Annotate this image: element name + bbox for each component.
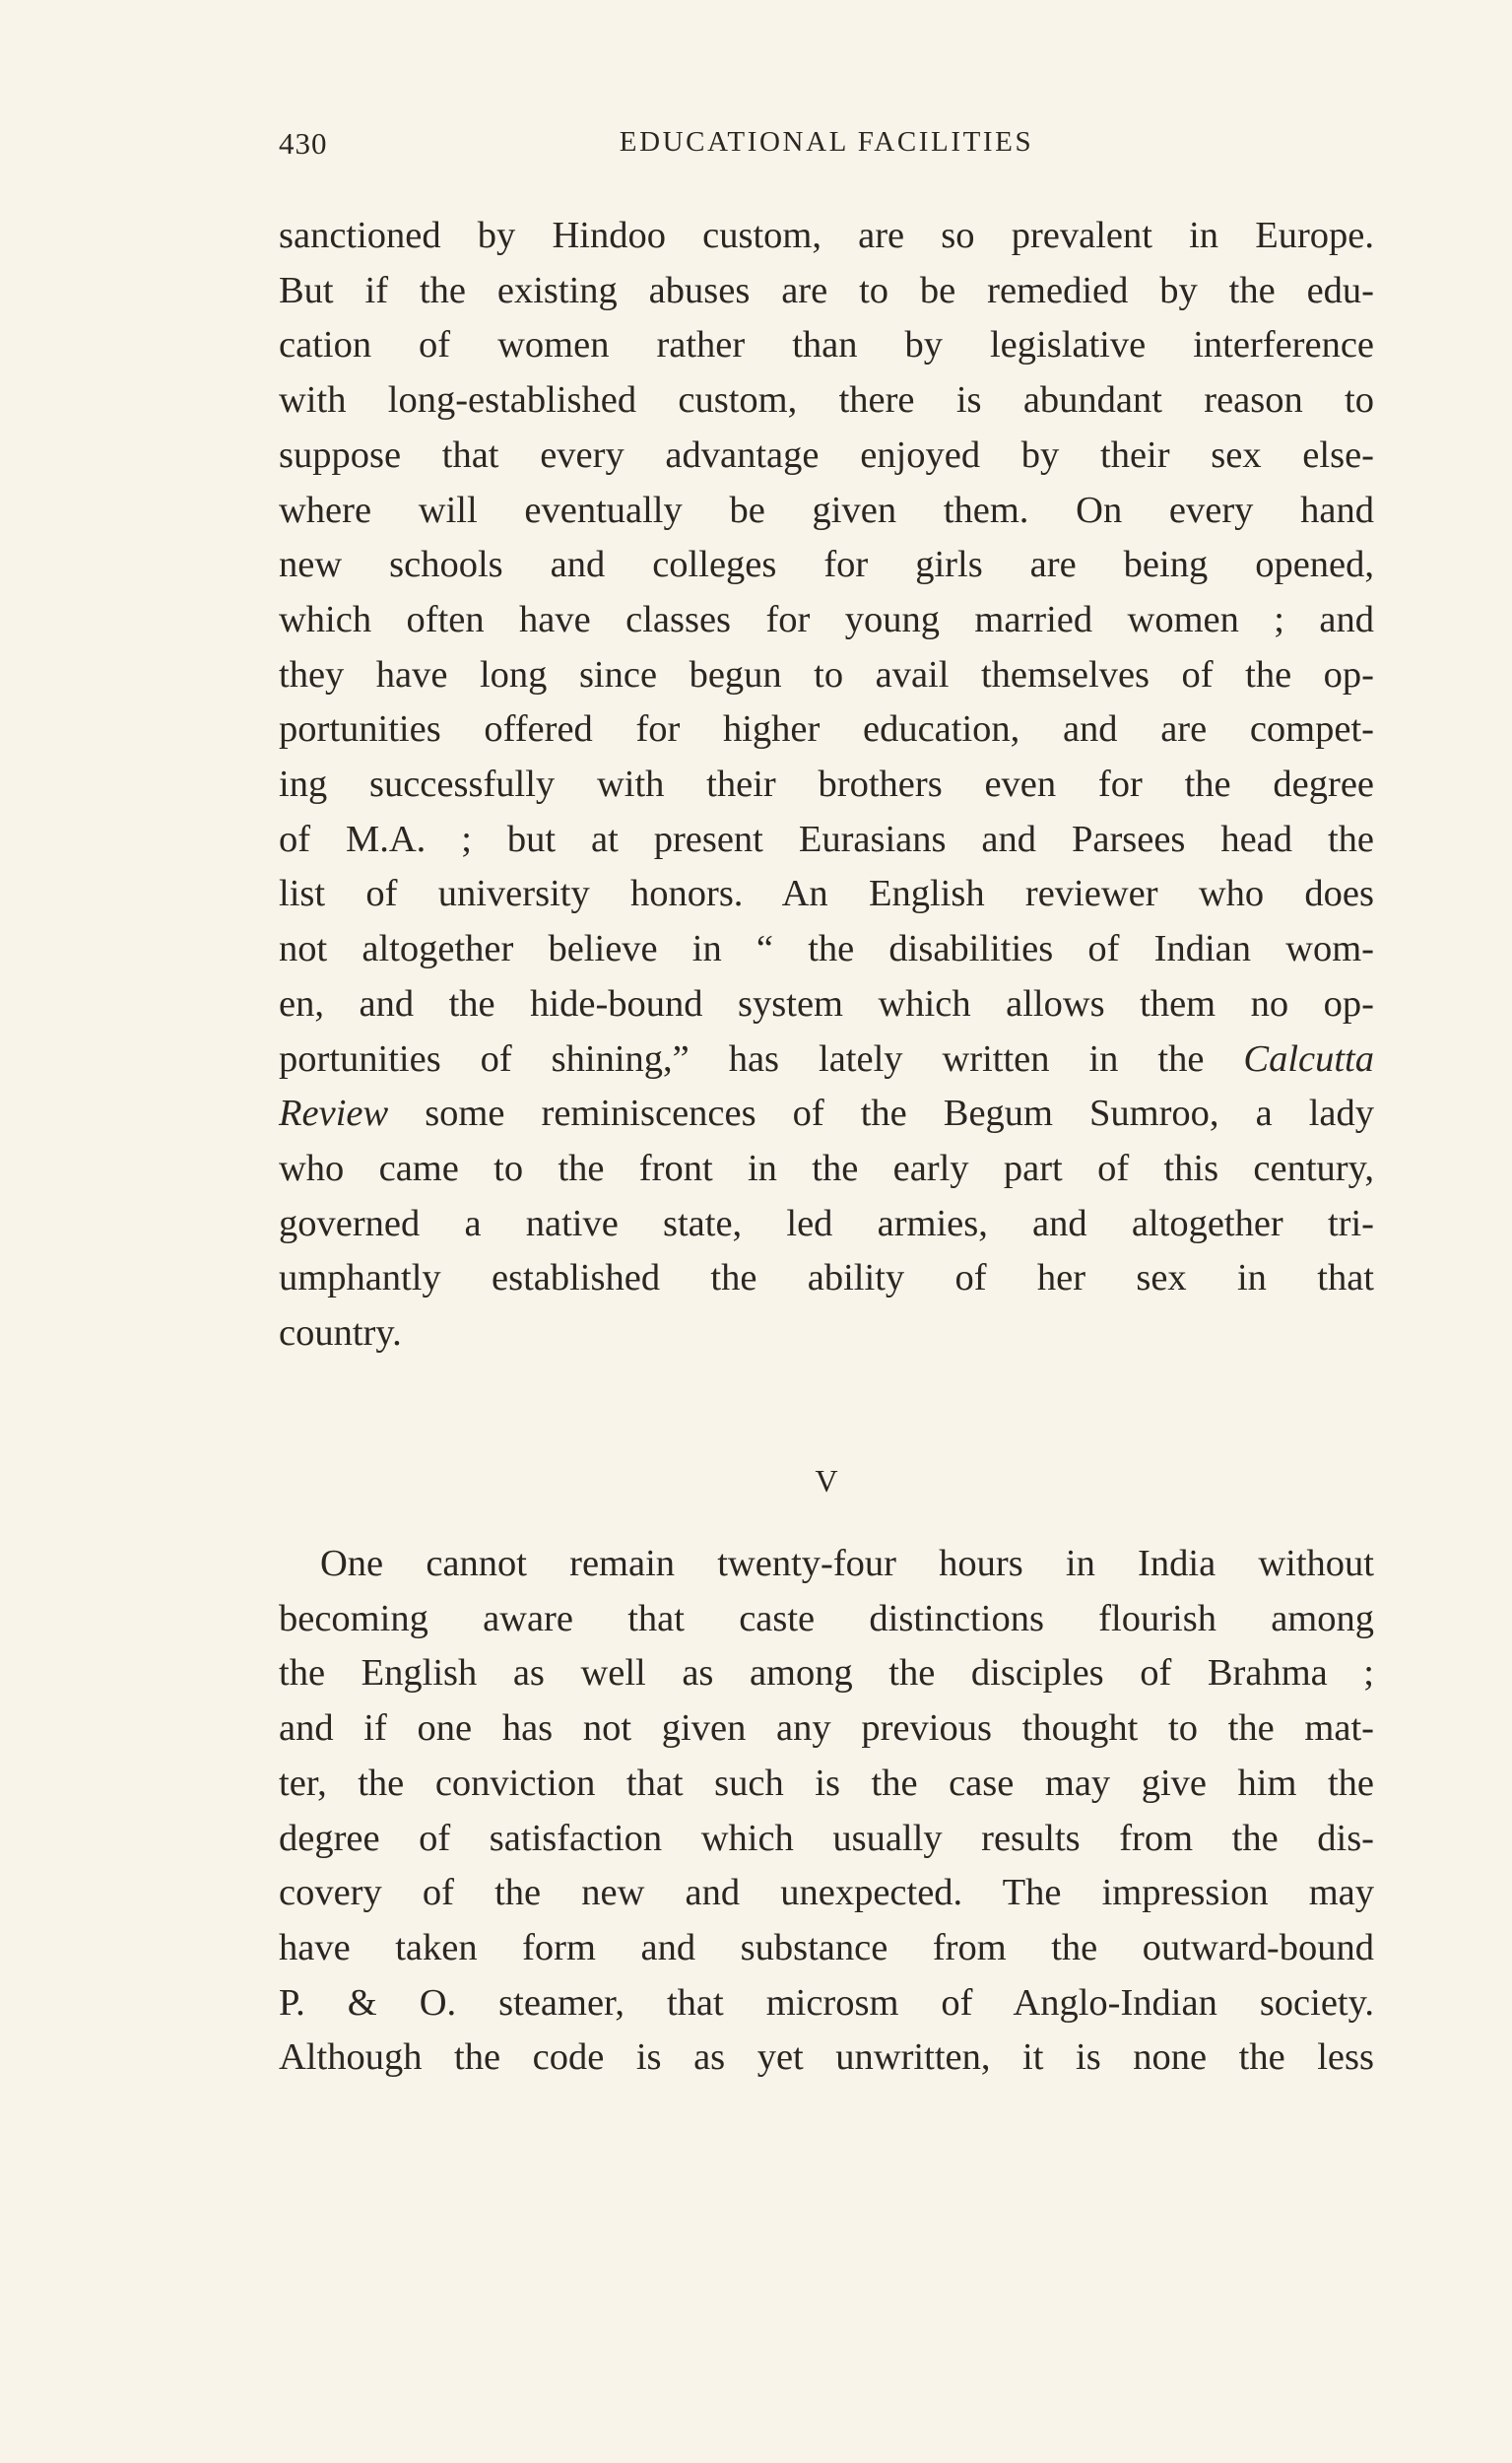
text-line: cation of women rather than by legislative interference — [279, 324, 1374, 366]
text-line: One cannot remain twenty-four hours in India without — [320, 1543, 1374, 1584]
text-line: Although the code is as yet unwritten, it is none the less — [279, 2036, 1374, 2079]
text-line: and if one has not given any previous thought to the mat- — [279, 1707, 1374, 1750]
text-line: which often have classes for young married women ; and — [279, 598, 1374, 640]
text-line: degree of satisfaction which usually results from the dis- — [279, 1817, 1374, 1859]
text-line-with-italic — [279, 1032, 1374, 1088]
text-line: have taken form and substance from the outward-bound — [279, 1926, 1374, 1968]
text-line: suppose that every advantage enjoyed by their sex else- — [279, 433, 1374, 476]
text-line: umphantly established the ability of her sex in that — [279, 1257, 1374, 1299]
text-line: they have long since begun to avail themselves of the op- — [279, 653, 1374, 696]
italic-title: Calcutta — [1243, 1037, 1374, 1080]
text-line: not altogether believe in “ the disabilities of Indian wom- — [279, 928, 1374, 970]
text-line: en, and the hide-bound system which allows them no op- — [279, 982, 1374, 1025]
text-line: the English as well as among the disciples of Brahma ; — [279, 1652, 1374, 1695]
text-line: country. — [279, 1312, 402, 1355]
text-line: covery of the new and unexpected. The impression may — [279, 1872, 1374, 1914]
paragraph-1 — [279, 209, 1374, 1362]
text-segment: portunities of shining,” has lately written in the — [279, 1037, 1205, 1080]
text-line: P. & O. steamer, that microsm of Anglo-Indian society. — [279, 1981, 1374, 2024]
text-line: where will eventually be given them. On every hand — [279, 489, 1374, 531]
section-numeral: V — [815, 1463, 838, 1498]
text-line: ing successfully with their brothers even for the degree — [279, 764, 1374, 806]
italic-title: Review — [279, 1093, 389, 1135]
text-segment: some reminiscences of the Begum Sumroo, a lady — [425, 1093, 1374, 1135]
text-line: list of university honors. An English reviewer who does — [279, 873, 1374, 915]
text-line: governed a native state, led armies, and altogether tri- — [279, 1202, 1374, 1244]
text-line: portunities offered for higher education, and are compet- — [279, 708, 1374, 751]
running-title: EDUCATIONAL FACILITIES — [619, 126, 1034, 158]
paragraph-2 — [279, 1537, 1374, 2086]
text-line: of M.A. ; but at present Eurasians and Parsees head the — [279, 818, 1374, 860]
text-line: ter, the conviction that such is the case may give him the — [279, 1762, 1374, 1804]
text-line: who came to the front in the early part of this century, — [279, 1147, 1374, 1189]
text-line: sanctioned by Hindoo custom, are so prevalent in Europe. — [279, 215, 1374, 256]
page-number: 430 — [279, 126, 328, 161]
text-line: But if the existing abuses are to be remedied by the edu- — [279, 269, 1374, 311]
text-line-with-italic — [279, 1087, 1374, 1142]
text-line: new schools and colleges for girls are being opened, — [279, 544, 1374, 586]
text-line: with long-established custom, there is abundant reason to — [279, 379, 1374, 422]
running-head — [279, 126, 1374, 166]
text-line: becoming aware that caste distinctions flourish among — [279, 1597, 1374, 1639]
